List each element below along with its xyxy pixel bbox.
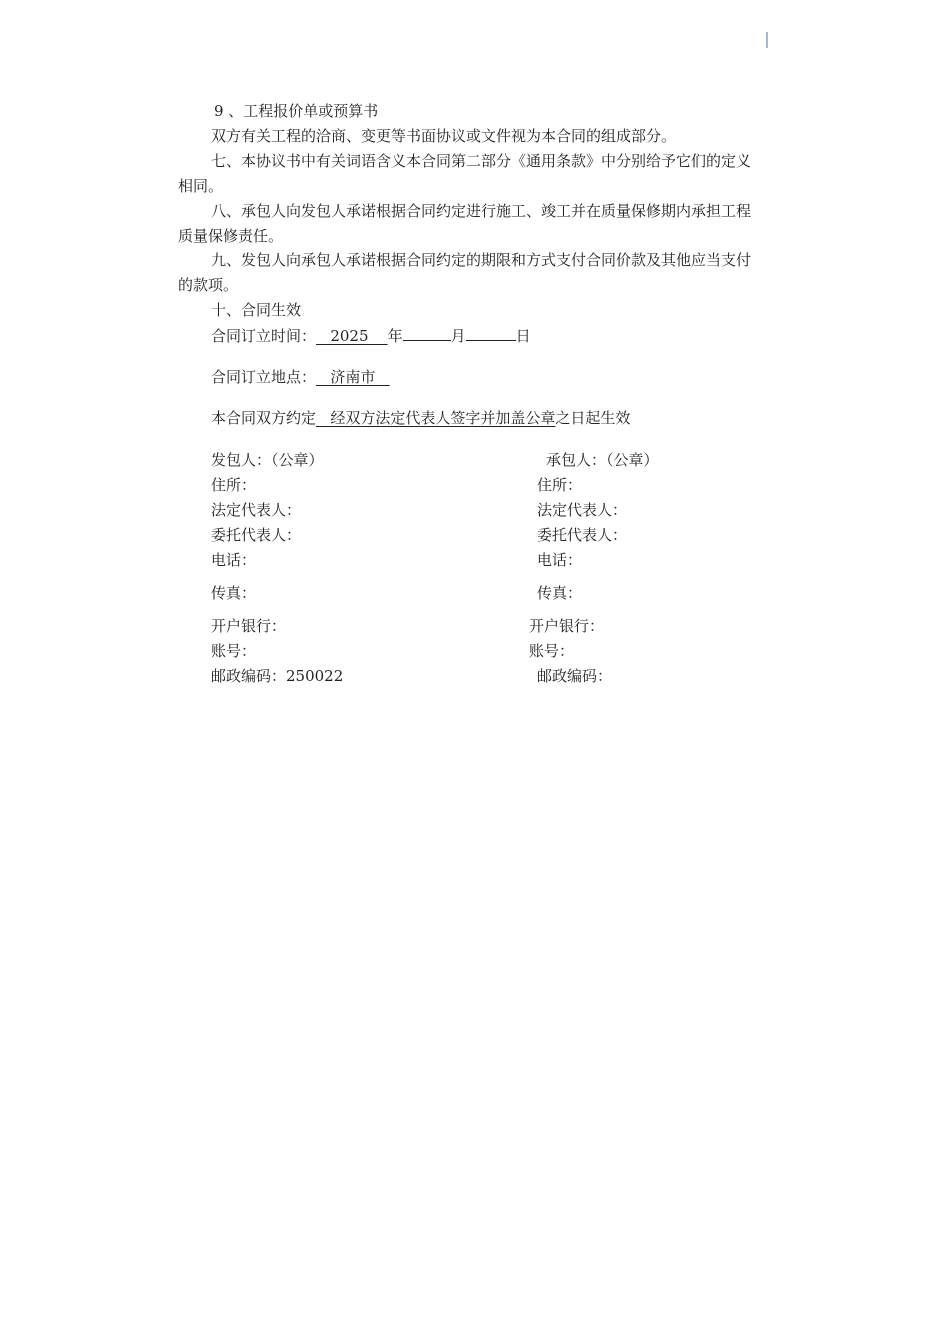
negotiation-paragraph: 双方有关工程的洽商、变更等书面协议或文件视为本合同的组成部分。: [211, 127, 677, 145]
employer-agent: 委托代表人：: [211, 526, 302, 544]
employer-fax: 传真：: [211, 584, 257, 602]
effect-condition-field: [316, 409, 555, 427]
employer-address: 住所：: [211, 476, 257, 494]
item-9: 9 、工程报价单或预算书: [214, 102, 379, 120]
employer-title: 发包人：（公章）: [211, 451, 324, 469]
signing-place-value: 济南市: [330, 368, 376, 386]
contractor-title: 承包人：（公章）: [546, 451, 659, 469]
clause-8-line-1: 八、承包人向发包人承诺根据合同约定进行施工、竣工并在质量保修期内承担工程: [211, 202, 752, 220]
contractor-fax: 传真：: [537, 584, 583, 602]
effect-prefix: 本合同双方约定: [211, 409, 317, 427]
contractor-address: 住所：: [537, 476, 583, 494]
signing-year-field: [316, 327, 388, 345]
signing-time-row: [211, 325, 531, 346]
day-blank: [466, 325, 516, 341]
contractor-postcode: 邮政编码：: [537, 667, 613, 685]
signing-year-value: 2025: [330, 327, 369, 345]
year-suffix: 年: [387, 327, 403, 345]
signing-place-field: [316, 368, 390, 386]
clause-9-line-1: 九、发包人向承包人承诺根据合同约定的期限和方式支付合同价款及其他应当支付: [211, 251, 752, 269]
signing-place-label: 合同订立地点：: [211, 368, 317, 386]
effect-condition-value: 经双方法定代表人签字并加盖公章: [330, 409, 556, 427]
signing-place-row: [211, 367, 390, 387]
employer-postcode: 邮政编码：250022: [211, 667, 344, 685]
contractor-phone: 电话：: [537, 551, 583, 569]
employer-account: 账号：: [211, 642, 257, 660]
cursor-mark: [766, 32, 768, 48]
effect-clause: [211, 408, 630, 428]
month-suffix: 月: [450, 327, 466, 345]
month-blank: [403, 325, 451, 341]
clause-8-line-2: 质量保修责任。: [178, 227, 284, 245]
contractor-bank: 开户银行：: [529, 617, 605, 635]
clause-7-line-2: 相同。: [178, 177, 224, 195]
employer-legal-rep: 法定代表人：: [211, 501, 302, 519]
clause-7-line-1: 七、本协议书中有关词语含义本合同第二部分《通用条款》中分别给予它们的定义: [211, 152, 752, 170]
contractor-agent: 委托代表人：: [537, 526, 628, 544]
effect-suffix: 之日起生效: [555, 409, 631, 427]
clause-10: 十、合同生效: [211, 301, 302, 319]
clause-9-line-2: 的款项。: [178, 276, 239, 294]
employer-bank: 开户银行：: [211, 617, 287, 635]
day-suffix: 日: [515, 327, 531, 345]
contractor-legal-rep: 法定代表人：: [537, 501, 628, 519]
signing-time-label: 合同订立时间：: [211, 327, 317, 345]
employer-phone: 电话：: [211, 551, 257, 569]
contractor-account: 账号：: [529, 642, 575, 660]
